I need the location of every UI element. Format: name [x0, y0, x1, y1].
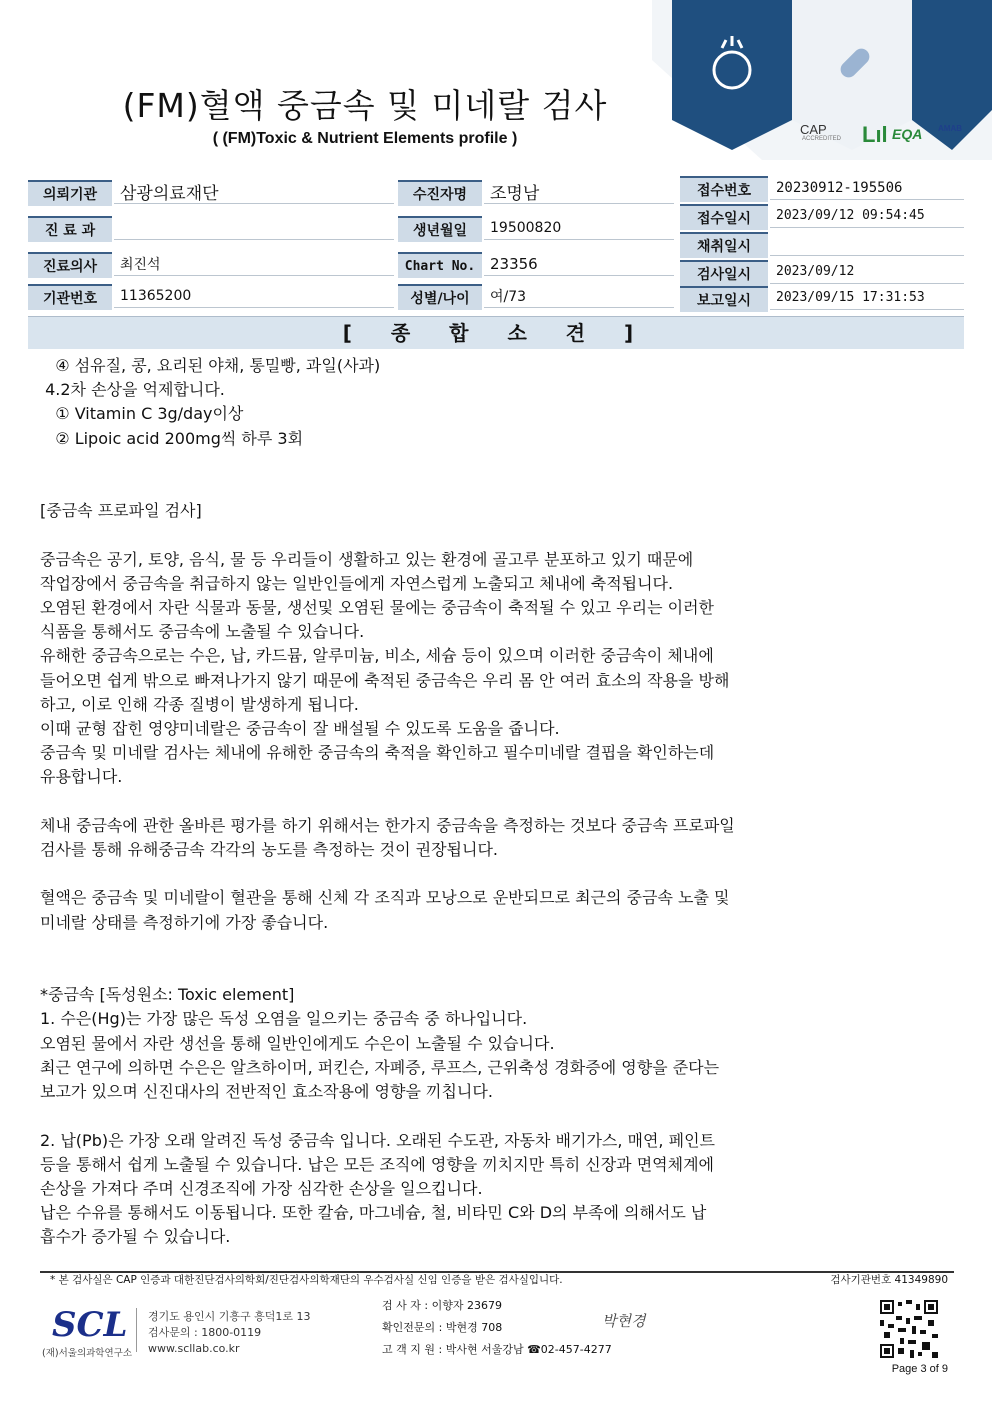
body-line	[40, 862, 940, 886]
body-line: 2. 납(Pb)은 가장 오래 알려진 독성 중금속 입니다. 오래된 수도관, 자동차 배기가스, 매연, 페인트	[40, 1130, 715, 1150]
sexage-label: 성별/나이	[398, 284, 482, 310]
qr-code	[880, 1300, 938, 1358]
body-line	[40, 523, 940, 547]
body-line: 유해한 중금속으로는 수은, 납, 카드뮴, 알루미늄, 비소, 세슘 등이 있으며 이러한 중금속이 체내에	[40, 646, 714, 666]
birth-label: 생년월일	[398, 216, 482, 242]
scl-logo: SCL	[52, 1305, 128, 1345]
receipt-no-value: 20230912-195506	[770, 176, 964, 200]
body-line: 혈액은 중금속 및 미네랄이 혈관을 통해 신체 각 조직과 모낭으로 운반되므로 최근의 중금속 노출 및	[40, 888, 730, 908]
body-line: 보고가 있으며 신진대사의 전반적인 효소작용에 영향을 끼칩니다.	[40, 1082, 493, 1102]
body-line: 이때 균형 잡힌 영양미네랄은 중금속이 잘 배설될 수 있도록 도움을 줍니다.	[40, 719, 560, 739]
body-line	[40, 451, 940, 475]
dept-value	[114, 216, 394, 240]
body-line: *중금속 [독성원소: Toxic element]	[40, 985, 295, 1005]
body-line: 흡수가 증가될 수 있습니다.	[40, 1227, 231, 1247]
cap-accredited: ACCREDITED	[802, 136, 842, 142]
report-date-label: 보고일시	[680, 286, 768, 312]
org-no-label: 기관번호	[28, 284, 112, 310]
body-line: 유용합니다.	[40, 767, 123, 787]
test-date-value: 2023/09/12	[770, 260, 964, 284]
lab-contact	[148, 1309, 311, 1357]
signature: 박현경	[602, 1312, 646, 1330]
body-line	[40, 790, 940, 814]
dept-label: 진 료 과	[28, 216, 112, 242]
institution-value: 삼광의료재단	[114, 180, 394, 204]
summary-banner: [ 종 합 소 견 ]	[28, 316, 964, 349]
birth-value: 19500820	[484, 216, 674, 240]
body-line	[40, 935, 940, 959]
amab-logo: AMAB	[938, 124, 962, 133]
confirming-physician: 확인전문의 : 박현경 708	[382, 1321, 503, 1334]
body-line: 식품을 통해서도 중금속에 노출될 수 있습니다.	[40, 622, 365, 642]
body-line	[40, 475, 940, 499]
report-body	[40, 354, 940, 1250]
lab-org-number: 검사기관번호 41349890	[830, 1274, 948, 1286]
body-line: 오염된 물에서 자란 생선을 통해 일반인에게도 수은이 노출될 수 있습니다.	[40, 1033, 555, 1053]
body-line	[40, 1104, 940, 1128]
customer-support: 고 객 지 원 : 박사현 서울강남 ☎02-457-4277	[382, 1343, 612, 1356]
body-line: 손상을 가져다 주며 신경조직에 가장 심각한 손상을 일으킵니다.	[40, 1178, 483, 1198]
collect-value	[770, 232, 964, 256]
org-no-value: 11365200	[114, 284, 394, 308]
body-line	[40, 959, 940, 983]
scl-logo-subtitle: (재)서울의과학연구소	[42, 1348, 133, 1359]
body-line: 최근 연구에 의하면 수은은 알츠하이머, 퍼킨슨, 자폐증, 루프스, 근위축성 경화증에 영향을 준다는	[40, 1057, 720, 1077]
body-line: [중금속 프로파일 검사]	[40, 501, 202, 521]
body-line: 4.2차 손상을 억제합니다.	[40, 380, 225, 400]
institution-label: 의뢰기관	[28, 180, 112, 206]
body-line: 1. 수은(Hg)는 가장 많은 독성 오염을 일으키는 중금속 중 하나입니다.	[40, 1009, 528, 1029]
body-line: 검사를 통해 유해중금속 각각의 농도를 측정하는 것이 권장됩니다.	[40, 840, 499, 860]
body-line: ④ 섬유질, 콩, 요리된 야채, 통밀빵, 과일(사과)	[40, 356, 381, 375]
page-number: Page 3 of 9	[891, 1363, 948, 1375]
lab-inquiry: 검사문의 : 1800-0119	[148, 1326, 262, 1339]
certification-note: * 본 검사실은 CAP 인증과 대한진단검사의학회/진단검사의학재단의 우수검사실 신임 인증을 받은 검사실입니다.	[50, 1274, 563, 1286]
receipt-date-label: 접수일시	[680, 204, 768, 230]
doctor-value: 최진석	[114, 252, 394, 276]
patient-label: 수진자명	[398, 180, 482, 206]
cap-logo: CAP	[800, 122, 827, 137]
footer-separator	[136, 1308, 137, 1352]
lab-address: 경기도 용인시 기흥구 흥덕1로 13	[148, 1310, 311, 1323]
body-line: ② Lipoic acid 200mg씩 하루 3회	[40, 428, 304, 448]
tester: 검 사 자 : 이향자 23679	[382, 1299, 502, 1312]
chart-label: Chart No.	[398, 252, 482, 278]
body-line: 하고, 이로 인해 각종 질병이 발생하게 됩니다.	[40, 694, 359, 714]
report-subtitle: ( (FM)Toxic & Nutrient Elements profile )	[212, 130, 518, 147]
body-line: 중금속은 공기, 토양, 음식, 물 등 우리들이 생활하고 있는 환경에 골고루 분포하고 있기 때문에	[40, 549, 694, 569]
body-line: 체내 중금속에 관한 올바른 평가를 하기 위해서는 한가지 중금속을 측정하는 것보다 중금속 프로파일	[40, 815, 735, 835]
body-line: 오염된 환경에서 자란 식물과 동물, 생선및 오염된 물에는 중금속이 축적될 수 있고 우리는 이러한	[40, 598, 714, 618]
body-line: 미네랄 상태를 측정하기에 가장 좋습니다.	[40, 912, 329, 932]
body-line: ① Vitamin C 3g/day이상	[40, 404, 244, 424]
receipt-no-label: 접수번호	[680, 176, 768, 202]
report-date-value: 2023/09/15 17:31:53	[770, 286, 964, 310]
body-line: 들어오면 쉽게 밖으로 빠져나가지 않기 때문에 축적된 중금속은 우리 몸 안 여러 효소의 작용을 방해	[40, 670, 730, 690]
patient-value: 조명남	[484, 180, 674, 204]
eqa-logo: EQA	[892, 126, 923, 142]
receipt-date-value: 2023/09/12 09:54:45	[770, 204, 964, 228]
capsule-icon	[880, 55, 881, 56]
staff-info	[382, 1295, 612, 1361]
test-date-label: 검사일시	[680, 260, 768, 286]
sexage-value: 여/73	[484, 284, 674, 308]
accreditation-logos	[800, 122, 970, 150]
chart-value: 23356	[484, 252, 674, 276]
lab-website[interactable]: www.scllab.co.kr	[148, 1342, 240, 1355]
body-line: 작업장에서 중금속을 취급하지 않는 일반인들에게 자연스럽게 노출되고 체내에 축적됩니다.	[40, 573, 674, 593]
doctor-label: 진료의사	[28, 252, 112, 278]
report-title: (FM)혈액 중금속 및 미네랄 검사	[122, 86, 608, 125]
body-line: 납은 수유를 통해서도 이동됩니다. 또한 칼슘, 마그네슘, 철, 비타민 C와 D의 부족에 의해서도 납	[40, 1203, 707, 1223]
collect-label: 채취일시	[680, 232, 768, 258]
lm-logo: Lıl	[862, 122, 888, 147]
body-line: 등을 통해서 쉽게 노출될 수 있습니다. 납은 모든 조직에 영향을 끼치지만 특히 신장과 면역체계에	[40, 1154, 714, 1174]
brain-icon	[760, 55, 761, 56]
body-line: 중금속 및 미네랄 검사는 체내에 유해한 중금속의 축적을 확인하고 필수미네랄 결핍을 확인하는데	[40, 743, 715, 763]
